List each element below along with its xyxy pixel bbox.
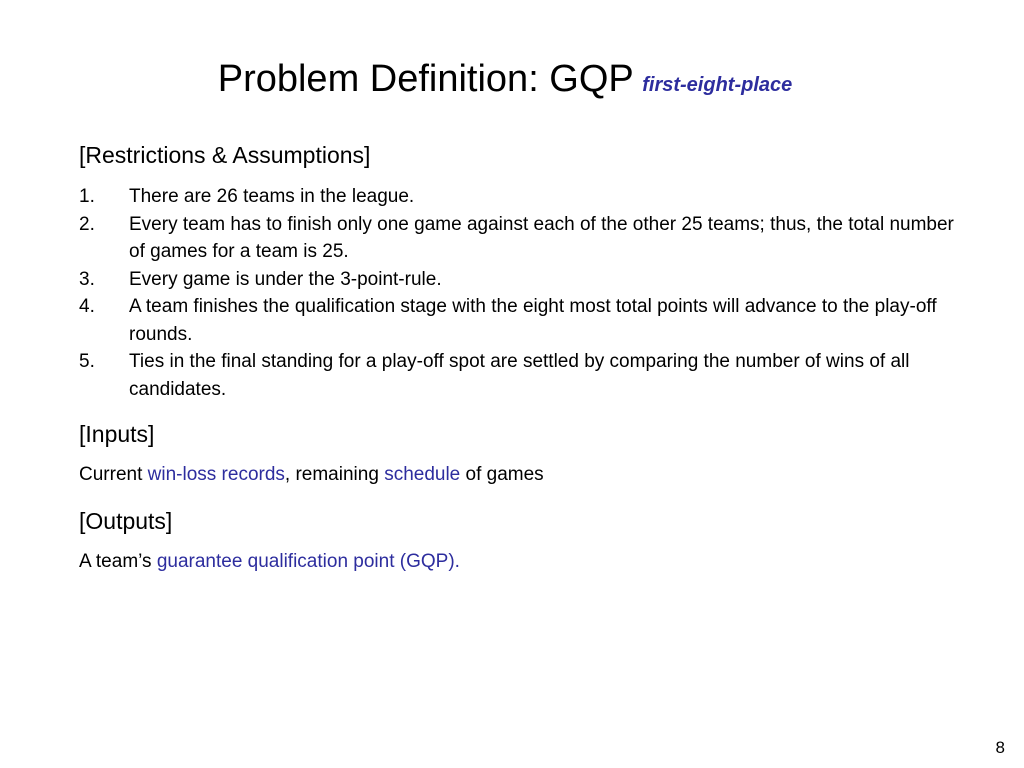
- list-item: [79, 293, 969, 348]
- restrictions-list: [79, 183, 969, 403]
- outputs-suffix: .: [454, 551, 460, 572]
- page-number: 8: [995, 738, 1005, 757]
- inputs-heading: [Inputs]: [79, 421, 155, 447]
- inputs-term-schedule: schedule: [384, 464, 461, 485]
- inputs-suffix: of games: [460, 464, 544, 485]
- restrictions-heading: [Restrictions & Assumptions]: [79, 142, 371, 168]
- outputs-term-gqp: guarantee qualification point (GQP): [156, 551, 455, 572]
- inputs-term-win-loss: win-loss records: [147, 464, 285, 485]
- slide-title: [0, 58, 1010, 101]
- inputs-middle: , remaining: [284, 464, 385, 485]
- list-item-text: Every team has to finish only one game against each of the other 25 teams; thus, the total number of games for a team is 25.: [129, 213, 954, 262]
- list-item-text: A team finishes the qualification stage with the eight most total points will advance to the play-off rounds.: [129, 296, 937, 345]
- list-item-number: 5.: [79, 351, 95, 372]
- list-item-text: There are 26 teams in the league.: [129, 186, 415, 207]
- list-item: [79, 266, 969, 294]
- list-item-number: 1.: [79, 186, 95, 207]
- list-item-number: 2.: [79, 213, 95, 235]
- inputs-text: [79, 464, 544, 486]
- outputs-prefix: A team’s: [79, 551, 157, 572]
- list-item-number: 4.: [79, 296, 95, 317]
- list-item-number: 3.: [79, 268, 95, 290]
- inputs-prefix: Current: [79, 464, 148, 485]
- outputs-heading: [Outputs]: [79, 508, 173, 534]
- list-item: [79, 183, 969, 211]
- title-main: Problem Definition: GQP: [217, 58, 634, 100]
- list-item-text: Every game is under the 3-point-rule.: [129, 268, 442, 290]
- title-subtitle: first-eight-place: [642, 74, 793, 96]
- list-item: [79, 211, 969, 266]
- list-item: [79, 348, 969, 403]
- list-item-text: Ties in the final standing for a play-off spot are settled by comparing the number of wins of all candidates.: [129, 351, 910, 400]
- outputs-text: [79, 551, 460, 573]
